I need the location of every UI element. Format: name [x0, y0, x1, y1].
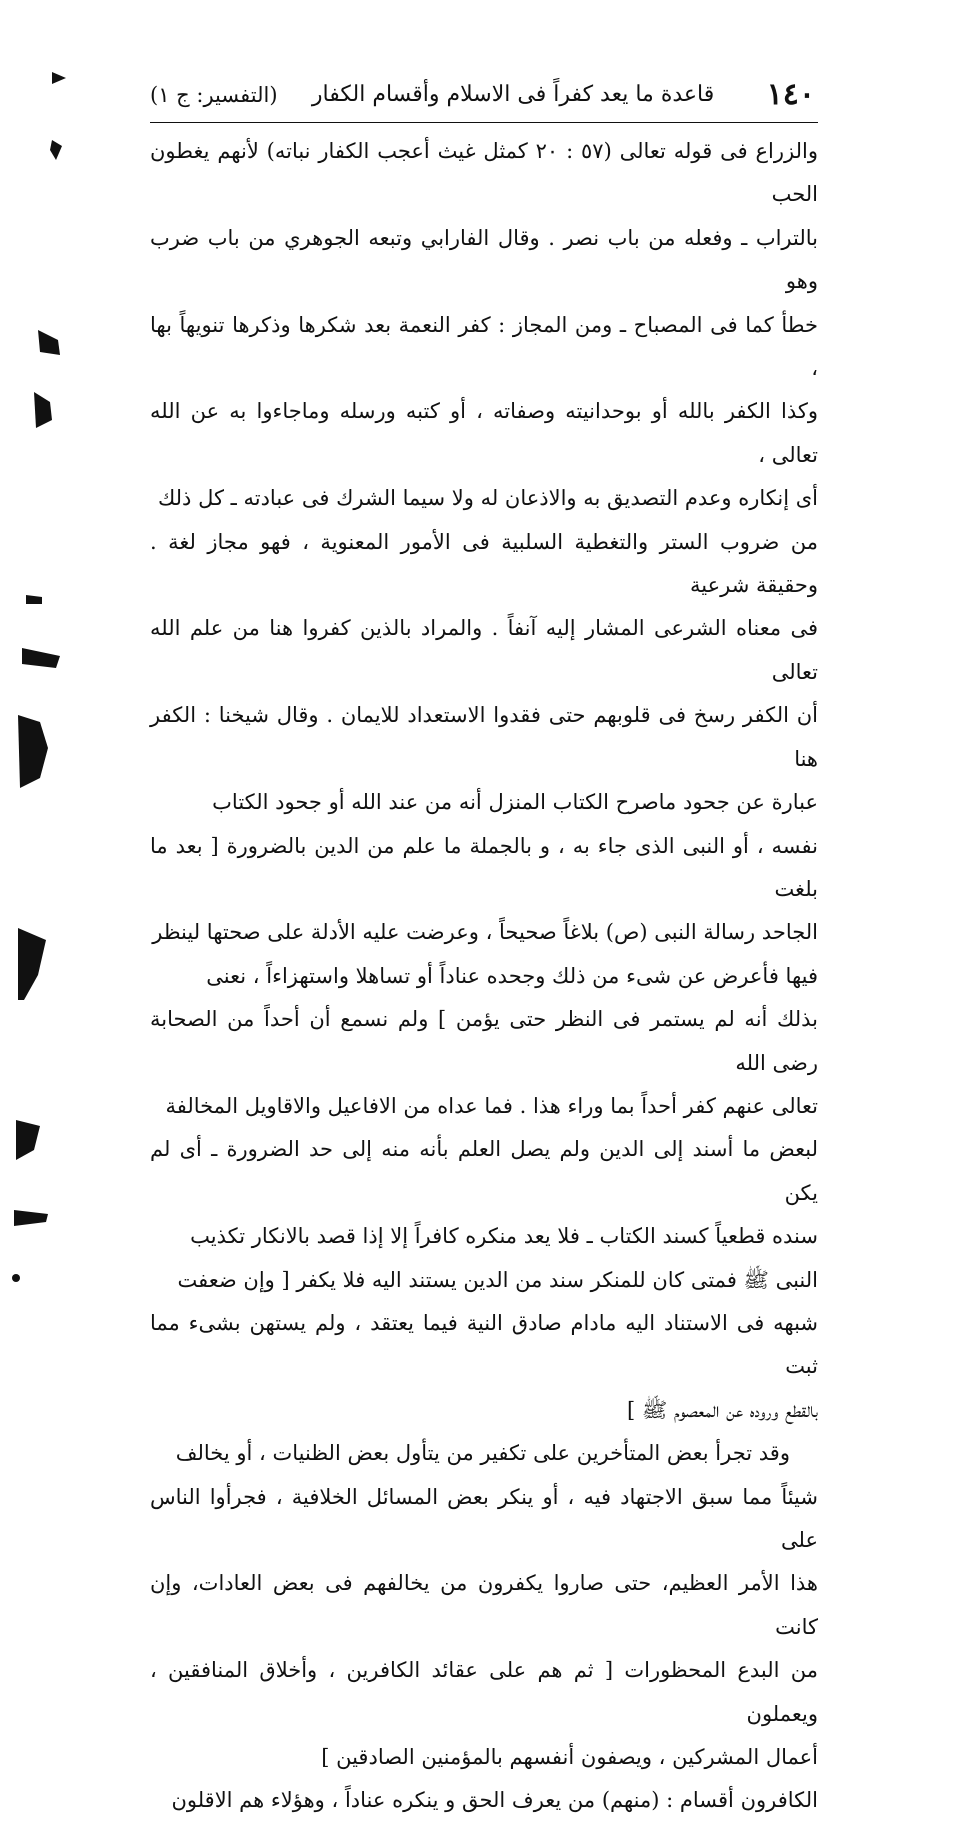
text-line: أى إنكاره وعدم التصديق به والاذعان له ولا سيما الشرك فى عبادته ـ كل ذلك [157, 486, 818, 511]
text-line: من البدع المحظورات [ ثم هم على عقائد الكافرين ، وأخلاق المنافقين ، ويعملون [150, 1658, 818, 1726]
page-number: ١٤٠ [766, 77, 815, 112]
text-line: شيئاً مما سبق الاجتهاد فيه ، أو ينكر بعض المسائل الخلافية ، فجرأوا الناس على [150, 1484, 818, 1552]
text-line: شبهه فى الاستناد اليه مادام صادق النية فيما يعتقد ، ولم يستهن بشىء مما ثبت [150, 1310, 818, 1379]
text-line: النبى ﷺ فمتى كان للمنكر سند من الدين يستند اليه فلا يكفر [ وإن ضعفت [177, 1267, 818, 1292]
text-line: الكافرون أقسام : (منهم) من يعرف الحق و ينكره عناداً ، وهؤلاء هم الاقلون [171, 1788, 818, 1813]
text-line: تعالى عنهم كفر أحداً بما وراء هذا . فما عداه من الافاعيل والاقاويل المخالفة [165, 1093, 818, 1118]
text-line: بذلك أنه لم يستمر فى النظر حتى يؤمن ] ولم نسمع أن أحداً من الصحابة رضى الله [150, 1007, 818, 1075]
text-line: لبعض ما أسند إلى الدين ولم يصل العلم بأنه منه إلى حد الضرورة ـ أى لم يكن [150, 1137, 818, 1205]
text-line: فيها فأعرض عن شىء من ذلك وجحده عناداً أو تساهلا واستهزاءاً ، نعنى [206, 963, 818, 988]
text-line: نفسه ، أو النبى الذى جاء به ، و بالجملة ما علم من الدين بالضرورة [ بعد ما بلغت [150, 833, 818, 901]
text-line: وقد تجرأ بعض المتأخرين على تكفير من يتأول بعض الظنيات ، أو يخالف [175, 1441, 790, 1466]
text-line: وكذا الكفر بالله أو بوحدانيته وصفاته ، أو كتبه ورسله وماجاءوا به عن الله تعالى ، [150, 399, 818, 467]
running-title: قاعدة ما يعد كفراً فى الاسلام وأقسام الكفار [311, 82, 715, 107]
text-line: خطأ كما فى المصباح ـ ومن المجاز : كفر النعمة بعد شكرها وذكرها تنويهاً بها ، [150, 312, 818, 381]
text-line: بالقطع وروده عن المعصوم ﷺ ] [627, 1397, 818, 1422]
text-line: سنده قطعياً كسند الكتاب ـ فلا يعد منكره كافراً إلا إذا قصد بالانكار تكذيب [190, 1224, 818, 1249]
text-line: والزراع فى قوله تعالى (٥٧ : ٢٠ كمثل غيث أعجب الكفار نباته) لأنهم يغطون الحب [150, 139, 818, 207]
text-line: بالتراب ـ وفعله من باب نصر . وقال الفارابي وتبعه الجوهري من باب ضرب وهو [150, 225, 818, 294]
text-line: الجاحد رسالة النبى (ص) بلاغاً صحيحاً ، وعرضت عليه الأدلة على صحتها لينظر [152, 920, 818, 945]
volume-reference: (التفسير: ج ١) [150, 83, 278, 107]
text-line: أعمال المشركين ، ويصفون أنفسهم بالمؤمنين الصادقين ] [321, 1745, 818, 1770]
text-line: أن الكفر رسخ فى قلوبهم حتى فقدوا الاستعداد للايمان . وقال شيخنا : الكفر هنا [150, 703, 818, 771]
text-line: عبارة عن جحود ماصرح الكتاب المنزل أنه من عند الله أو جحود الكتاب [212, 790, 818, 815]
text-line: هذا الأمر العظيم، حتى صاروا يكفرون من يخالفهم فى بعض العادات، وإن كانت [150, 1571, 818, 1639]
text-line: من ضروب الستر والتغطية السلبية فى الأمور المعنوية ، فهو مجاز لغة . وحقيقة شرعية [150, 529, 818, 598]
text-line: فى معناه الشرعى المشار إليه آنفاً . والمراد بالذين كفروا هنا من علم الله تعالى [150, 616, 818, 684]
